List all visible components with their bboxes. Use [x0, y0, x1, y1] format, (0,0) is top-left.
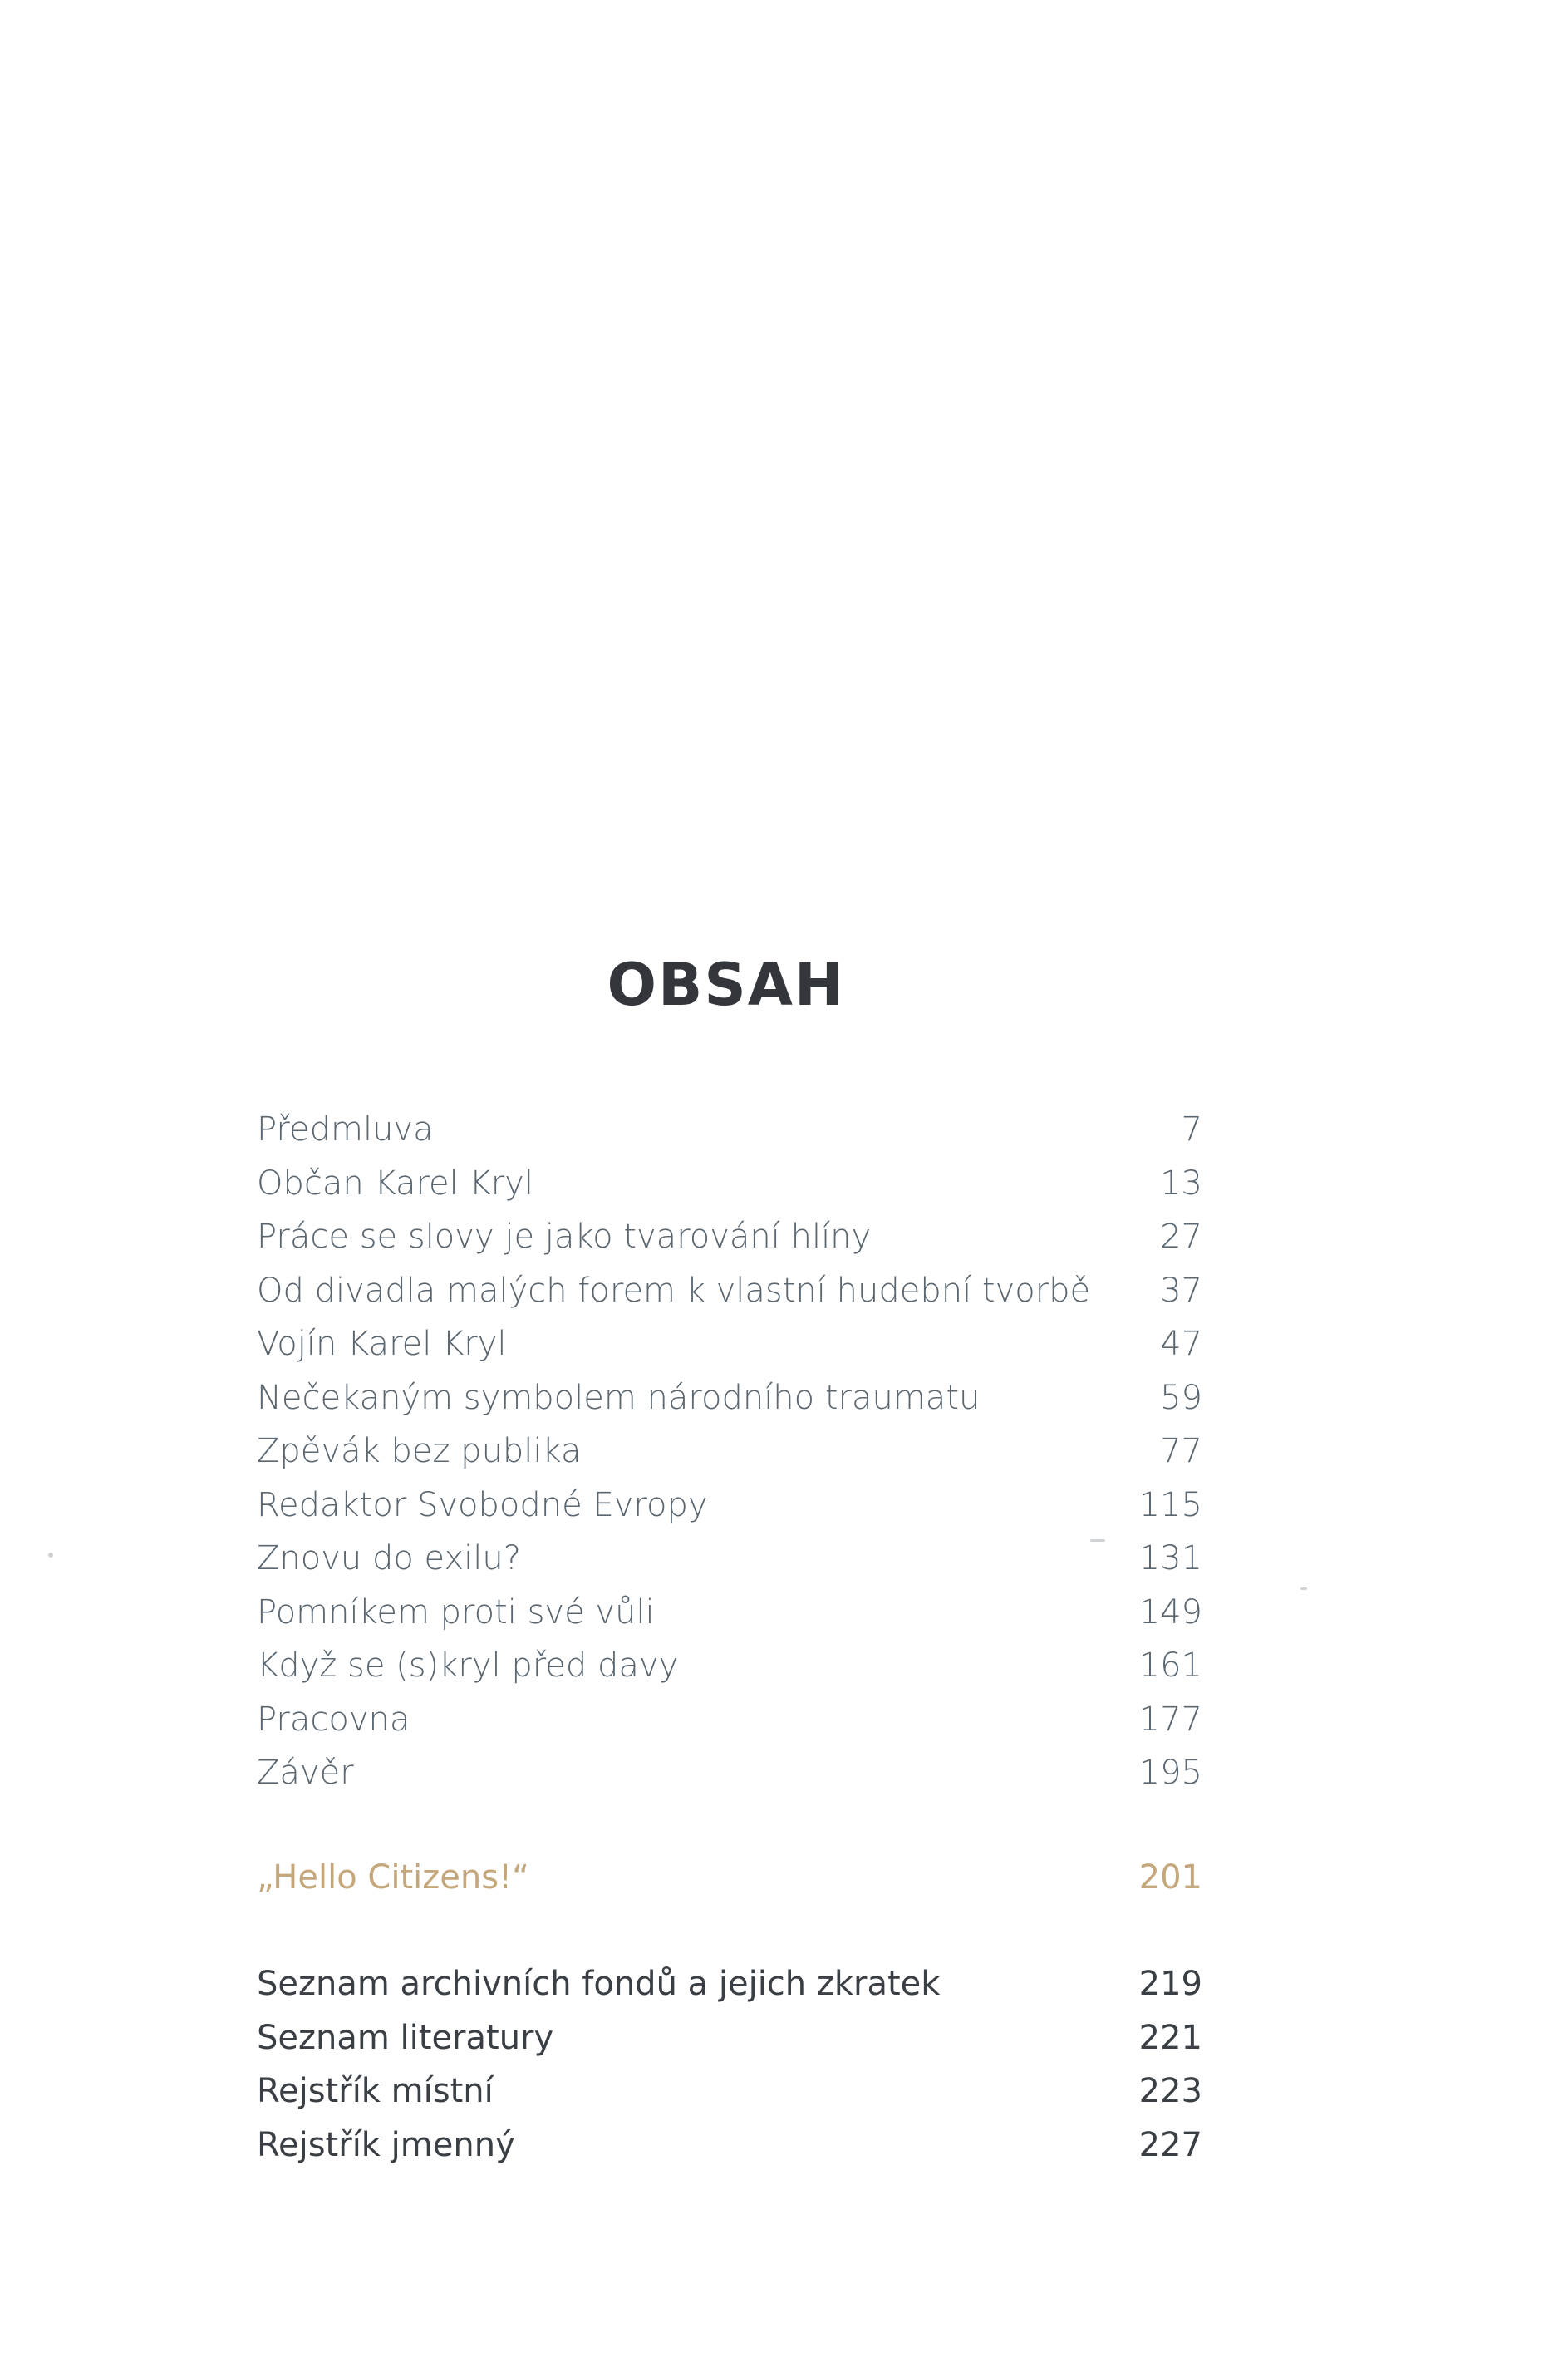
toc-entry [257, 1746, 1202, 1799]
toc-entry [257, 2064, 1202, 2118]
toc-entry-page-number: 177 [1138, 1700, 1202, 1739]
toc-entry-page-number: 77 [1160, 1432, 1202, 1470]
toc-entry-title: Občan Karel Kryl [257, 1164, 533, 1203]
toc-entry-title: Redaktor Svobodné Evropy [257, 1485, 708, 1524]
toc-entry-page-number: 47 [1160, 1325, 1202, 1363]
toc-entry-title: Od divadla malých forem k vlastní hudební tvorbě [257, 1271, 1091, 1310]
toc-entry-title: Seznam archivních fondů a jejich zkratek [257, 1965, 941, 2003]
toc-entry [257, 1425, 1202, 1478]
toc-entry-page-number: 195 [1138, 1754, 1202, 1792]
toc-entry-page-number: 7 [1181, 1110, 1202, 1149]
toc-entry [257, 1157, 1202, 1210]
toc-entry [257, 1103, 1202, 1156]
toc-entry [257, 1693, 1202, 1746]
toc-entry-title: Předmluva [257, 1110, 434, 1149]
toc-entry-page-number: 13 [1160, 1164, 1202, 1203]
toc-entry-title: Když se (s)kryl před davy [257, 1646, 679, 1685]
toc-entry-page-number: 37 [1160, 1271, 1202, 1310]
toc-entry-title: Rejstřík jmenný [257, 2125, 515, 2164]
toc-entry [257, 1371, 1202, 1425]
toc-entry [257, 2119, 1202, 2172]
toc-entry-title: Vojín Karel Kryl [257, 1325, 507, 1363]
toc-entry-page-number: 219 [1138, 1965, 1202, 2003]
toc-entry [257, 1317, 1202, 1371]
page-title: OBSAH [607, 951, 845, 1019]
toc-entry-title: „Hello Citizens!“ [257, 1858, 529, 1897]
toc-entry-page-number: 27 [1160, 1218, 1202, 1256]
toc-entry-page-number: 59 [1160, 1378, 1202, 1417]
toc-entry-page-number: 115 [1138, 1485, 1202, 1524]
toc-entry-title: Znovu do exilu? [257, 1539, 521, 1577]
toc-entry [257, 1210, 1202, 1263]
toc-entry-page-number: 131 [1138, 1539, 1202, 1577]
paper-speck [48, 1553, 53, 1558]
toc-entry [257, 1639, 1202, 1692]
toc-entry-page-number: 223 [1138, 2072, 1202, 2110]
toc-entry-title: Zpěvák bez publika [257, 1432, 582, 1470]
paper-speck [1090, 1539, 1105, 1542]
toc-entry [257, 2011, 1202, 2064]
toc-entry-page-number: 201 [1138, 1858, 1202, 1897]
toc-entry-page-number: 161 [1138, 1646, 1202, 1685]
toc-entry [257, 1957, 1202, 2010]
toc-entry-title: Pracovna [257, 1700, 410, 1739]
toc-entry-title: Pomníkem proti své vůli [257, 1592, 655, 1631]
toc-entry-page-number: 221 [1138, 2018, 1202, 2057]
toc-entry [257, 1532, 1202, 1585]
toc-entry-title: Práce se slovy je jako tvarování hlíny [257, 1218, 872, 1256]
toc-entry-title: Seznam literatury [257, 2018, 554, 2057]
toc-entry-page-number: 227 [1138, 2125, 1202, 2164]
toc-entry [257, 1479, 1202, 1532]
paper-speck [1300, 1587, 1307, 1590]
toc-entry-title: Rejstřík místní [257, 2072, 494, 2110]
toc-entry [257, 1586, 1202, 1639]
toc-entry [257, 1851, 1202, 1904]
toc-entry-page-number: 149 [1138, 1592, 1202, 1631]
toc-entry-title: Závěr [257, 1754, 354, 1792]
toc-entry [257, 1264, 1202, 1317]
toc-entry-title: Nečekaným symbolem národního traumatu [257, 1378, 981, 1417]
